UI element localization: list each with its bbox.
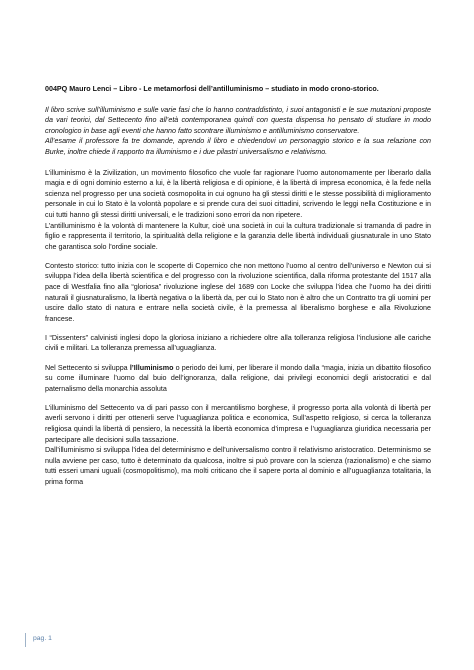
paragraph-illuminismo: L’illuminismo è la Zivilization, un movimento filosofico che vuole far ragionare l’uomo autonomamente per liberarlo dalla magia e di ogni dominio esterno a lui, è la libertà religiosa e di opinione, è la libertà di impresa economica, è la fede nella scienza nel progresso per una società cosmopolita in cui ognuno ha gli stessi diritti e le stesse possibilità di miglioramento personale in cui lo Stato è la volontà popolare e si prende cura dei suoi cittadini, scrivendo le leggi nella Costituzione e in cui tutti hanno gli stessi diritti universali, e le tradizioni sono errori da non ripetere. bbox=[45, 168, 431, 219]
intro-paragraph-2: All’esame il professore fa tre domande, aprendo il libro e chiedendovi un personaggio storico e la sua relazione con Burke, inoltre chiede il rapporto tra illuminismo e i due pilastri universalismo e relativismo. bbox=[45, 137, 431, 156]
paragraph-determinismo: Dall’illuminismo si sviluppa l’idea del determinismo e dell’universalismo contro il relativismo aristocratico. Determinismo se nulla avviene per caso, tutto è determinato da qualcosa, inoltre si può provare con la scienza (razionalismo) e che siamo tutti esseri umani uguali (cosmopolitismo), ma molti criticano che il sapere porta al dominio e all’uguaglianza totalitaria, la prima forma bbox=[45, 446, 431, 486]
paragraph-mercantilismo: L’illuminismo del Settecento va di pari passo con il mercantilismo borghese, il progresso porta alla volontà di libertà per averli servono i diritti per ottenerli serve l’uguaglianza politica e economica, Sull’aspetto religioso, si cerca la tolleranza religiosa quindi la libertà di pensiero, la necessità la libertà economica d’impresa e l’uguaglianza giuridica necessaria per partecipare alle decisioni sulla tassazione. bbox=[45, 403, 431, 444]
intro-paragraph-1: Il libro scrive sull’illuminismo e sulle varie fasi che lo hanno contraddistinto, i suoi antagonisti e le sue mutazioni proposte da vari teorici, dal Settecento fino all’età contemporanea quindi con questa dispensa ho pensato di studiare in modo cronologico in base agli eventi che hanno fatto scontrare illuminismo e antilluminismo conservatore. bbox=[45, 105, 431, 135]
paragraph-settecento bbox=[45, 363, 431, 395]
paragraph-antilluminismo: L’antilluminismo è la volontà di mantenere la Kultur, cioè una società in cui la cultura tradizionale si tramanda di padre in figlio e rappresenta il territorio, la spiritualità della religione e la garanzia delle libertà individuali giusnaturale in uno Stato che garantisca solo l’ordine sociale. bbox=[45, 221, 431, 251]
paragraph-dissenters: I “Dissenters” calvinisti inglesi dopo la gloriosa iniziano a richiedere oltre alla tolleranza religiosa l’inclusione alle cariche civili e militari. La tolleranza premessa all’uguaglianza. bbox=[45, 333, 431, 353]
footer-divider bbox=[25, 633, 26, 647]
page-number: pag. 1 bbox=[33, 635, 52, 642]
paragraph-contesto-storico: Contesto storico: tutto inizia con le scoperte di Copernico che non mettono l’uomo al centro dell’universo e Newton cui si sviluppa l’idea della libertà scientifica e del progresso con la rivoluzione scientifica, dalla riforma protestante del 1517 alla pace di Westfalia fino alla “gloriosa” rivoluzione inglese del 1689 con Locke che sviluppa l’idea che l’uomo ha dei diritti naturali il giusnaturalismo, la libertà negativa o la libertà da, per cui lo Stato non è altro che un Contratto tra gli uomini per uscire dallo stato di natura e entrare nella società civile, è la premessa al liberalismo borghese e alla Rivoluzione francese. bbox=[45, 261, 431, 323]
paragraph-settecento-bold: l’Illuminismo bbox=[129, 363, 174, 372]
document-body bbox=[45, 84, 431, 488]
paragraph-settecento-post: o periodo dei lumi, per liberare il mondo dalla “magia, inizia un dibattito filosofico su come illuminare l’uomo dal buio dell’ignoranza, dalla religione, dai privilegi economici degli aristocratici e dal paternalismo della monarchia assoluta bbox=[45, 363, 431, 393]
document-title: 004PQ Mauro Lenci – Libro - Le metamorfosi dell’antilluminismo – studiato in modo crono-storico. bbox=[45, 85, 379, 93]
paragraph-settecento-pre: Nel Settecento si sviluppa bbox=[45, 363, 130, 372]
